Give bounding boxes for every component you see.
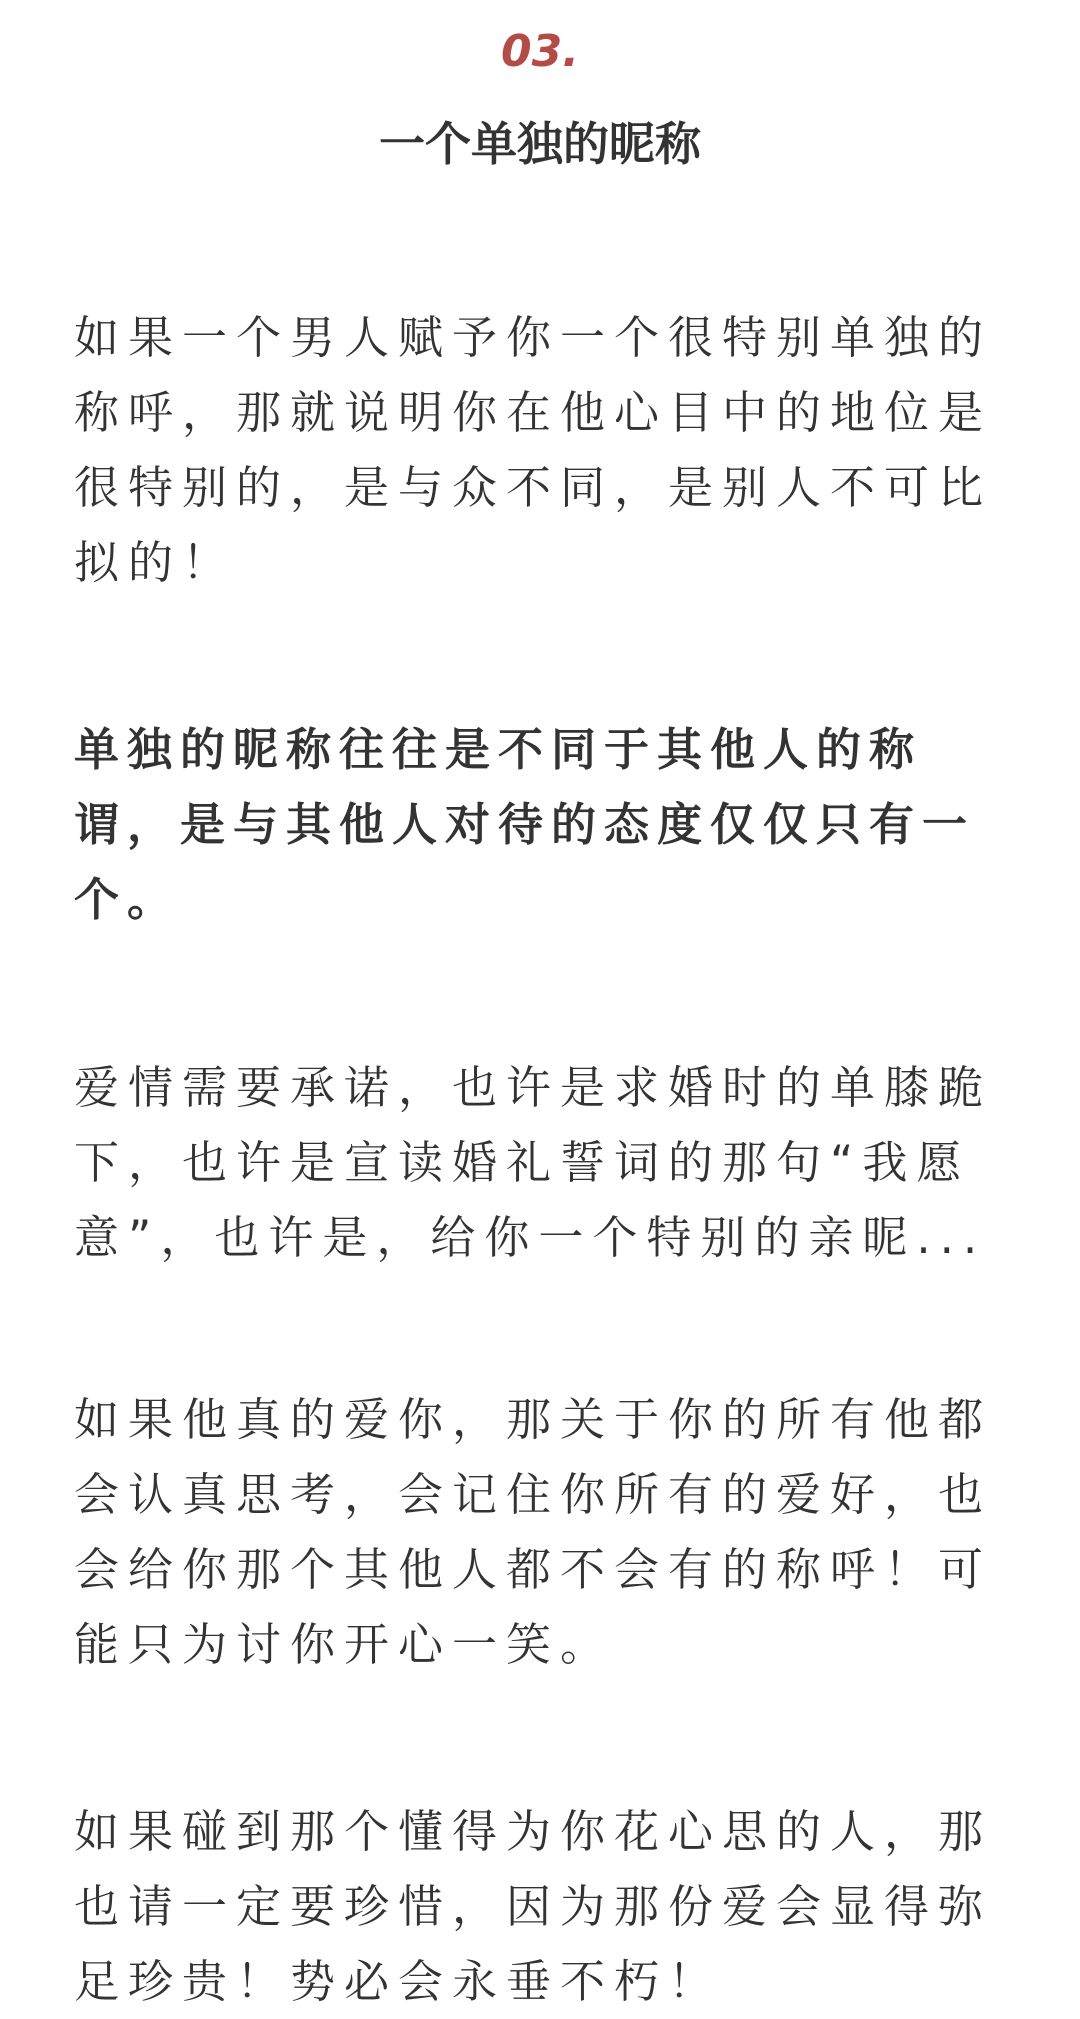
section-title: 一个单独的昵称 [379, 117, 701, 171]
paragraph-4: 如果他真的爱你，那关于你的所有他都会认真思考，会记住你所有的爱好，也会给你那个其他人都不会有的称呼！可能只为讨你开心一笑。 [74, 1393, 993, 1671]
section-number: 03. [501, 26, 579, 77]
paragraph-1: 如果一个男人赋予你一个很特别单独的称呼，那就说明你在他心目中的地位是很特别的，是与众不同，是别人不可比拟的！ [74, 311, 993, 589]
paragraph-3: 爱情需要承诺，也许是求婚时的单膝跪下，也许是宣读婚礼誓词的那句“我愿意”，也许是，给你一个特别的亲昵... [74, 1061, 993, 1264]
paragraph-2-highlight: 单独的昵称往往是不同于其他人的称谓，是与其他人对待的态度仅仅只有一个。 [74, 723, 976, 926]
paragraph-5: 如果碰到那个懂得为你花心思的人，那也请一定要珍惜，因为那份爱会显得弥足珍贵！势必会永垂不朽！ [74, 1805, 993, 2008]
